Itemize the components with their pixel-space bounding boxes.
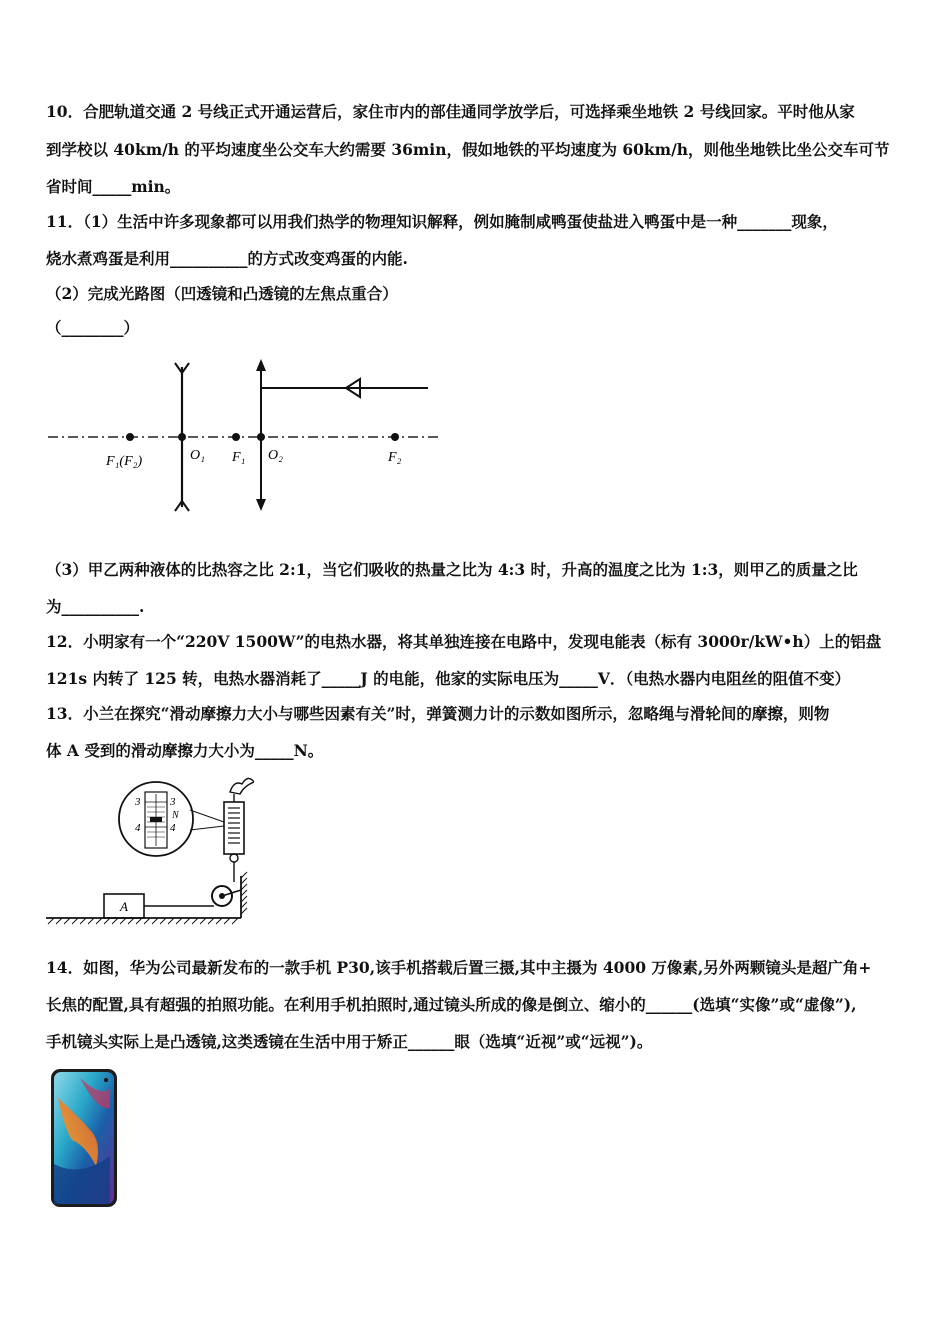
q12-line-2: 121s 内转了 125 转，电热水器消耗了_____J 的电能，他家的实际电压为_____V．（电热水器内电阻丝的阻值不变） [46, 669, 851, 688]
dial-pointer [150, 817, 162, 822]
point-o2 [257, 433, 265, 441]
q10-line-2: 到学校以 40km/h 的平均速度坐公交车大约需要 36min，假如地铁的平均速度为 60km/h，则他坐地铁比坐公交车可节 [46, 140, 890, 159]
q14-line-1: 14．如图，华为公司最新发布的一款手机 P30,该手机搭载后置三摄,其中主摄为 4000 万像素,另外两颗镜头是超广角+ [46, 958, 872, 977]
label-f1f2: F₁(F₂) [106, 454, 143, 469]
q11-line-2: 烧水煮鸡蛋是利用__________的方式改变鸡蛋的内能. [46, 249, 408, 268]
scale-right-3: 3 [170, 796, 176, 808]
q14-line-2: 长焦的配置,具有超强的拍照功能。在利用手机拍照时,通过镜头所成的像是倒立、缩小的______(选填“实像”或“虚像”), [46, 995, 857, 1014]
q10-line-3: 省时间_____min。 [46, 177, 181, 196]
label-f1: F₁ [232, 450, 246, 465]
ground-hatch [48, 918, 238, 924]
q11-line-1: 11．（1）生活中许多现象都可以用我们热学的物理知识解释，例如腌制咸鸭蛋使盐进入鸭蛋中是一种_______现象， [46, 212, 838, 231]
q14-line-3: 手机镜头实际上是凸透镜,这类透镜在生活中用于矫正______眼（选填“近视”或“远视”)。 [46, 1032, 653, 1051]
spring-scale-pulley-diagram [44, 772, 254, 928]
front-camera [104, 1078, 108, 1082]
lens-optical-diagram [40, 355, 450, 515]
scale-right-4: 4 [170, 822, 176, 834]
scale-left-4: 4 [135, 822, 141, 834]
scale-left-3: 3 [135, 796, 141, 808]
point-f1 [232, 433, 240, 441]
convex-lens-top-arrow [256, 359, 266, 371]
point-f2 [391, 433, 399, 441]
point-o1 [178, 433, 186, 441]
point-f1f2 [126, 433, 134, 441]
q11-part2-answer-blank: （________） [46, 318, 140, 337]
q11-part3-line-1: （3）甲乙两种液体的比热容之比 2:1，当它们吸收的热量之比为 4:3 时，升高的温度之比为 1:3，则甲乙的质量之比 [46, 560, 858, 579]
q13-line-2: 体 A 受到的滑动摩擦力大小为_____N。 [46, 741, 324, 760]
phone-picture [50, 1068, 118, 1208]
q11-part2-prompt: （2）完成光路图（凹透镜和凸透镜的左焦点重合） [46, 284, 398, 303]
q10-line-1: 10．合肥轨道交通 2 号线正式开通运营后，家住市内的部佳通同学放学后，可选择乘坐地铁 2 号线回家。平时他从家 [46, 102, 855, 121]
q11-part3-line-2: 为__________. [46, 597, 145, 616]
q13-line-1: 13．小兰在探究“滑动摩擦力大小与哪些因素有关”时，弹簧测力计的示数如图所示，忽略绳与滑轮间的摩擦，则物 [46, 704, 830, 723]
convex-lens-bottom-arrow [256, 499, 266, 511]
scale-unit-n: N [172, 810, 179, 821]
label-o1: O₁ [190, 448, 205, 463]
hand-icon [230, 778, 254, 794]
label-o2: O₂ [268, 448, 283, 463]
q12-line-1: 12．小明家有一个“220V 1500W”的电热水器，将其单独连接在电路中，发现电能表（标有 3000r/kW•h）上的铝盘 [46, 632, 882, 651]
block-a-label: A [120, 899, 128, 914]
label-f2: F₂ [388, 450, 402, 465]
